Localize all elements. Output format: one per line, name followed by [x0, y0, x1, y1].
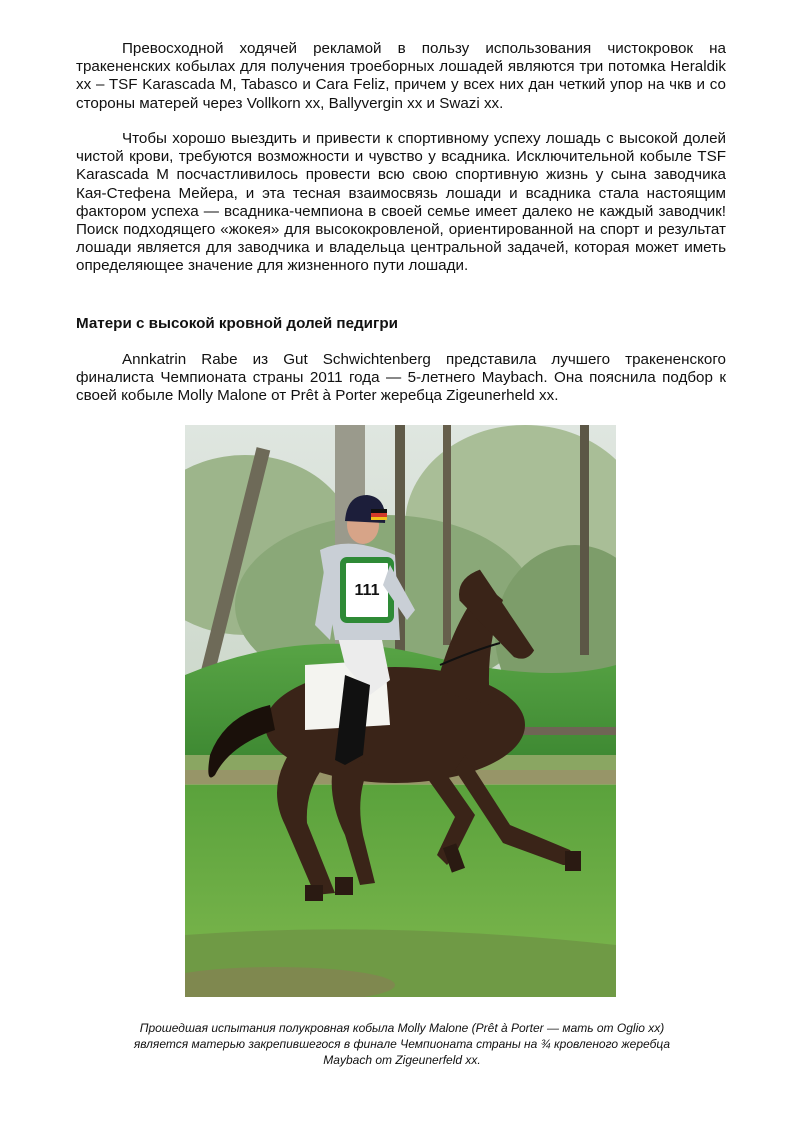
caption-line-3: Maybach от Zigeunerfeld xx.	[323, 1053, 481, 1067]
photo-caption	[96, 1020, 708, 1068]
paragraph-2: Чтобы хорошо выездить и привести к спортивному успеху лошадь с высокой долей чистой крови, требуются возможности и чувство у всадника. Исключительной кобыле TSF Karascada M посчастливилось провести всю свою спортивную жизнь у сына заводчика Кая-Стефена Мейера, и эта тесная взаимосвязь лошади и всадника стала настоящим фактором успеха — всадника-чемпиона в своей семье имеет далеко не каждый заводчик! Поиск подходящего «жокея» для высококровленой, ориентированной на спорт и результат лошади является для заводчика и владельца центральной задачей, которая может иметь определяющее значение для жизненного пути лошади.	[76, 130, 726, 275]
caption-line-1: Прошедшая испытания полукровная кобыла Molly Malone (Prêt à Porter — мать от Oglio xx)	[139, 1021, 665, 1035]
paragraph-1: Превосходной ходячей рекламой в пользу использования чистокровок на тракененских кобылах для получения троеборных лошадей являются три потомка Heraldik xx – TSF Karascada M, Tabasco и Cara Feliz, причем у всех них дан четкий упор на чкв и со стороны матерей через Vollkorn xx, Ballyvergin xx и Swazi xx.	[76, 40, 726, 112]
bib-number: 111	[354, 582, 380, 599]
photo-credit-mark	[617, 960, 625, 996]
section-heading: Матери с высокой кровной долей педигри	[76, 315, 398, 332]
rider-horse-photo	[185, 425, 616, 997]
paragraph-3: Annkatrin Rabe из Gut Schwichtenberg представила лучшего тракененского финалиста Чемпионата страны 2011 года — 5-летнего Maybach. Она пояснила подбор к своей кобыле Molly Malone от Prêt à Porter жеребца Zigeunerheld xx.	[76, 351, 726, 405]
caption-line-2: является матерью закрепившегося в финале Чемпионата страны на ¾ кровленого жеребца	[133, 1037, 671, 1051]
